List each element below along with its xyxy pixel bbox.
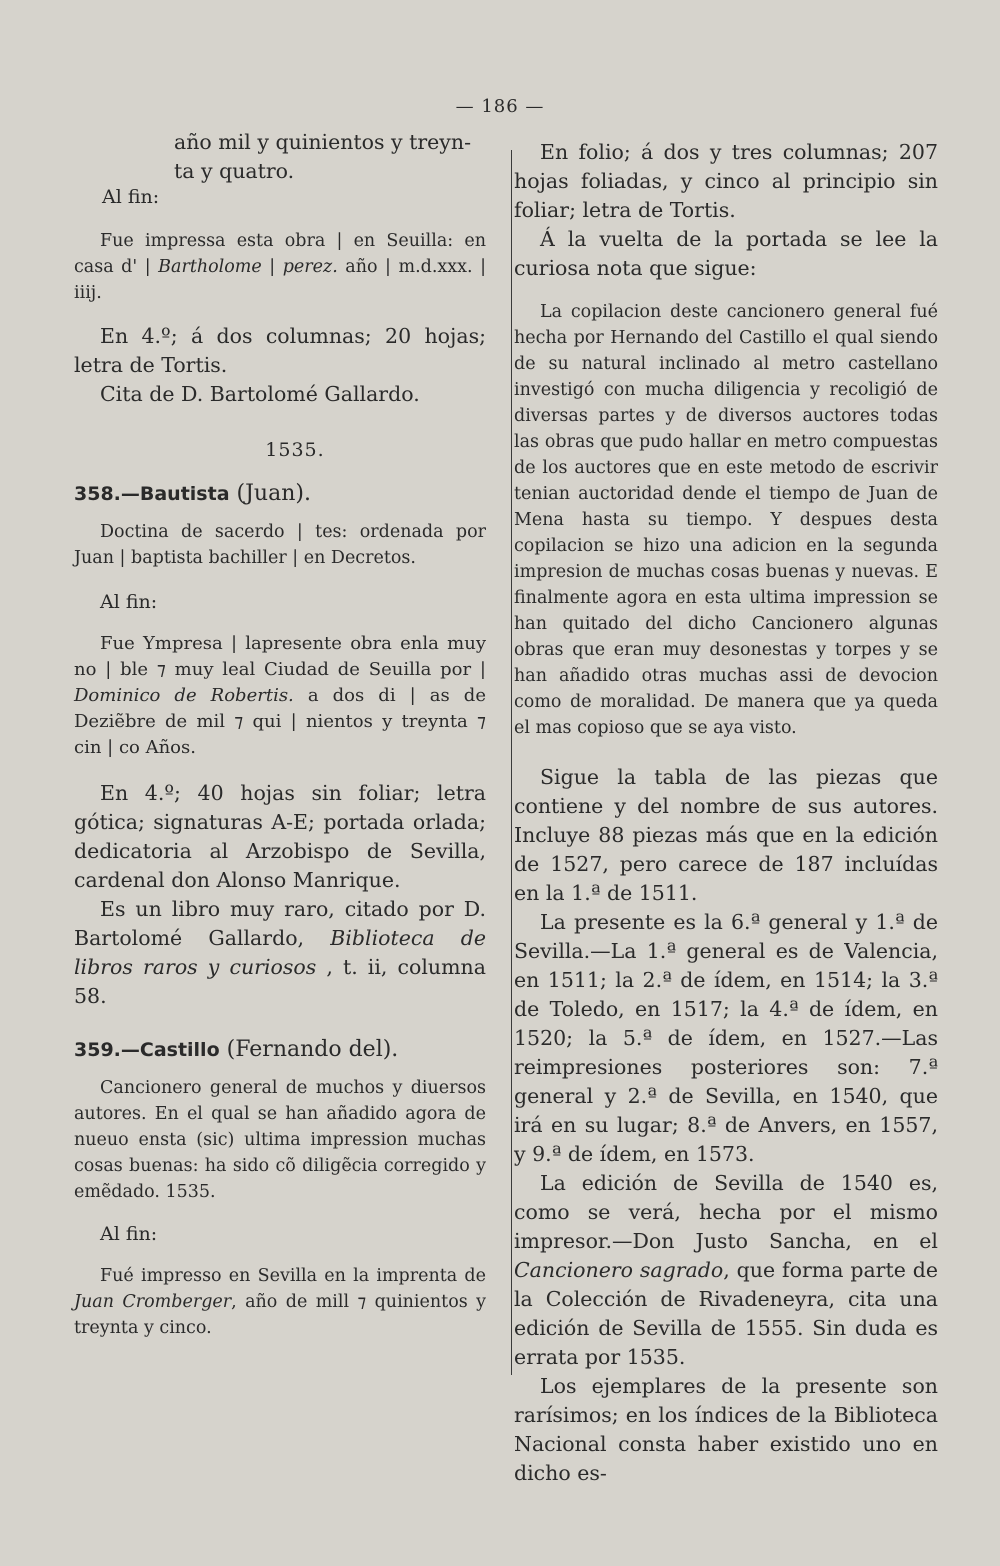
colophon-text: año | m.d.xxx. | iiij. — [74, 257, 487, 303]
colophon-italic: Dominico de Robertis. — [74, 685, 294, 706]
entry-title: Cancionero general de muchos y diuersos autores. En el qual se han añadido agora de nueuo ensta (sic) ultima impression muchas cosas buenas: ha sido cõ diligẽcia corregido y emẽdado. 1535. — [74, 1078, 486, 1202]
colophon — [74, 1263, 486, 1341]
paragraph: Sigue la tabla de las piezas que contiene y del nombre de sus autores. Incluye 88 piezas más que en la edición de 1527, pero carece de 187 incluídas en la 1.ª de 1511. — [514, 765, 938, 905]
verse-line: año mil y quinientos y treyn- — [174, 130, 472, 154]
paragraph: Los ejemplares de la presente son rarísimos; en los índices de la Biblioteca Nacional consta haber existido uno en dicho es- — [514, 1374, 938, 1485]
year-heading: 1535. — [265, 439, 325, 461]
description: En 4.º; á dos columnas; 20 hojas; letra de Tortis. — [74, 324, 486, 377]
note-text: , t. ii, columna 58. — [74, 955, 486, 1008]
paragraph-text: , que forma parte de la Colección de Rivadeneyra, cita una edición de Sevilla de 1555. Sin duda es errata por 1535. — [514, 1258, 938, 1369]
note-italic: Biblioteca de libros raros y curiosos — [74, 926, 486, 979]
left-column — [74, 128, 486, 1341]
colophon-text: a dos di | as de Deziẽbre de mil ⁊ qui | nientos y treynta ⁊ cin | co Años. — [74, 685, 486, 758]
colophon-text: Fue impressa esta obra | en Seuilla: en casa d' | — [74, 231, 486, 277]
al-fin-label: Al fin: — [100, 1223, 158, 1245]
colophon — [74, 631, 486, 761]
al-fin-label: Al fin: — [100, 591, 158, 613]
paragraph-text: La edición de Sevilla de 1540 es, como se verá, hecha por el mismo impresor.—Don Justo Sancha, en el — [514, 1171, 938, 1253]
colophon-text: , año de mill ⁊ quinientos y treynta y cinco. — [74, 1292, 486, 1338]
colophon-italic: Juan Cromberger — [74, 1292, 232, 1312]
paragraph-italic: Cancionero sagrado — [514, 1258, 724, 1282]
verse-line: ta y quatro. — [174, 159, 295, 183]
quoted-note: La copilacion deste cancionero general fué hecha por Hernando del Castillo el qual siendo de su natural inclinado al metro castellano investigó con mucha diligencia y recoligió de diversas partes y de diversos auctores todas las obras que pudo hallar en metro compuestas de los auctores que en este metodo de escrivir tenian auctoridad dende el tiempo de Juan de Mena hasta su tiempo. Y despues desta copilacion se hizo una adicion en la segunda impresion de muchas cosas buenas y nuevas. E finalmente agora en esta ultima impression se han quitado del dicho Cancionero algunas obras que eran muy desonestas y torpes y se han añadido otras muchas assi de devocion como de moralidad. De manera que ya queda el mas copioso que se aya visto. — [514, 302, 938, 738]
note — [74, 895, 486, 1011]
right-column — [514, 138, 938, 1488]
note-text: Es un libro muy raro, citado por D. Bartolomé Gallardo, — [74, 897, 486, 950]
colophon-italic: Bartholome | perez. — [158, 257, 338, 277]
colophon — [74, 228, 486, 306]
entry-title: Doctina de sacerdo | tes: ordenada por Juan | baptista bachiller | en Decretos. — [74, 522, 486, 568]
colophon-text: Fué impresso en Sevilla en la imprenta de — [100, 1266, 486, 1286]
entry-author: (Fernando del). — [219, 1037, 399, 1062]
page-number: — 186 — — [455, 96, 545, 117]
entry-number: 358.—Bautista — [74, 483, 230, 505]
description: En 4.º; 40 hojas sin foliar; letra gótica; signaturas A-E; portada orlada; dedicatoria al Arzobispo de Sevilla, cardenal don Alonso Manrique. — [74, 781, 486, 892]
entry-heading-358 — [74, 479, 486, 509]
citation: Cita de D. Bartolomé Gallardo. — [100, 382, 420, 406]
al-fin-label: Al fin: — [102, 186, 160, 208]
entry-heading-359 — [74, 1035, 486, 1065]
description: Á la vuelta de la portada se lee la curiosa nota que sigue: — [514, 227, 938, 280]
column-divider — [511, 150, 512, 1375]
description: En folio; á dos y tres columnas; 207 hojas foliadas, y cinco al principio sin foliar; letra de Tortis. — [514, 140, 938, 222]
colophon-text: Fue Ympresa | lapresente obra enla muy no | ble ⁊ muy leal Ciudad de Seuilla por | — [74, 633, 486, 680]
entry-number: 359.—Castillo — [74, 1039, 220, 1061]
entry-author: (Juan). — [229, 481, 311, 506]
paragraph — [514, 1169, 938, 1372]
paragraph: La presente es la 6.ª general y 1.ª de Sevilla.—La 1.ª general es de Valencia, en 1511; la 2.ª de ídem, en 1514; la 3.ª de Toledo, en 1517; la 4.ª de ídem, en 1520; la 5.ª de ídem, en 1527.—Las reimpresiones posteriores son: 7.ª general y 2.ª de Sevilla, en 1540, que irá en su lugar; 8.ª de Anvers, en 1557, y 9.ª de ídem, en 1573. — [514, 910, 938, 1166]
